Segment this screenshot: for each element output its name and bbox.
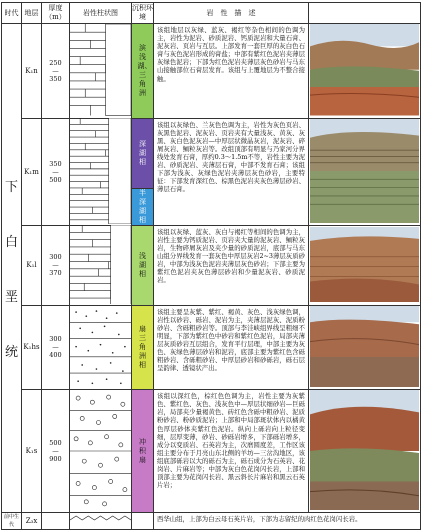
lithology-pattern (70, 514, 131, 526)
stratigraphic-table (1, 2, 421, 530)
thickness-label: 350 — 500 (42, 118, 70, 225)
photo-cell (309, 305, 421, 389)
header-photo (309, 3, 421, 24)
formation-label: K₁hs (22, 305, 42, 389)
outcrop-photo (310, 390, 419, 510)
system-char: 统 (4, 345, 18, 361)
table-row (2, 24, 421, 119)
formation-label: Z₃x (22, 513, 42, 530)
header-thickness: 厚度 （m） (42, 3, 70, 24)
description-cell: 西华山组，上部为白云母石英片岩，下部为志留纪的肉红色花岗闪长岩。 (154, 513, 421, 530)
photo-cell (309, 118, 421, 225)
table-row (2, 225, 421, 305)
lithology-column (70, 305, 132, 389)
environment-cell (132, 225, 154, 305)
system-char: 垩 (4, 290, 18, 306)
description-cell: 该组以灰绿色、兰灰色色调为主，岩性为灰色页岩、灰黑色泥岩、泥灰岩、页岩夹有大量浅灰、黄灰、灰黑、灰白色泥灰岩—中厚层状微晶灰岩，泥灰岩、碎屑灰岩、鲕粒灰岩等。改组顶部有明显与乃家河分界线处发育石膏，厚约0.3～1.5m不等，岩性主要为泥岩、砂质泥岩、夹薄层石膏，中部不发育石膏；该组下部为浅灰、灰绿色泥岩夹薄层灰色砂岩，主要特征：下部发育深红色、棕黑色泥岩夹灰色薄层砂岩、薄层石膏。 (154, 118, 309, 225)
photo-cell (309, 24, 421, 119)
formation-label: K₁s (22, 390, 42, 513)
environment-label: 冲积扇 (139, 437, 146, 464)
thickness-label: 250 — 350 (42, 24, 70, 119)
header-column: 岩性柱状图 (70, 3, 132, 24)
environment-cell (132, 390, 154, 513)
formation-label: K₁m (22, 118, 42, 225)
table-row (2, 390, 421, 513)
lithology-column (70, 513, 132, 530)
header-formation: 地层 (22, 3, 42, 24)
lithology-pattern (70, 225, 131, 304)
environment-label: 深湖相 (139, 139, 146, 166)
environment-label: 浅湖相 (139, 251, 146, 278)
photo-cell (309, 225, 421, 305)
header-environment: 沉积环境 (132, 3, 154, 24)
thickness-label: 300 — 400 (42, 305, 70, 389)
thickness-label (42, 513, 70, 530)
description-cell: 该组以深红色，棕红色色调为主，岩性主要为灰紫色、紫红色、灰色、浅灰色中—厚层状细砂岩—巨砾岩，局部夹少量褐黄色、砖红色含砾中粗砂岩、泥质粉砂岩、粉砂质泥岩；上部和中局部斑状体内以橘黄色厚层砂体夹紫红色泥岩。纵向上砾岩向上粒径变细，层厚变薄，砂岩、砂砾岩增多，下部砾岩增多，成分以变质岩、石英岩为主，次磨圆度差，工作区该组主要分布于月亮山东北侧的羊坊—三岔沟地区，该组底部砾岩以大的砾石为主，砾石成分为石英岩、花岗岩、片麻岩等；中部为灰白色花岗闪长岩，上部和顶部主要为花岗闪长岩、黑云斜长片麻岩和黑云石英片岩； (154, 390, 309, 513)
description-cell: 该组主要呈灰紫、紫红、褐黄、灰色、浅灰绿色调，岩性以砂岩、砾岩、泥岩为主，夹薄层泥灰、泥质粉砂岩、含砾粗砂岩等。顶部与李洼峡组界线呈粗细不明显，下部为紫红色中砂岩和紫红色泥岩，局部夹薄层灰质砂岩互层组合，发育平行层理，中部主要为灰色、灰绿色薄层砂岩和泥岩，底部主要为紫红色含砾粗砂岩、含砾粗砂岩、中厚层砂岩和砂砾岩，砾石层呈韵律、透镜状产出。 (154, 305, 309, 389)
table-row (2, 118, 421, 188)
outcrop-photo (310, 306, 419, 387)
description-cell: 该组地层以灰绿、蓝灰、褐红等杂色相间的色调为主，岩性为泥岩、砂质泥岩、钙质泥岩和大量石膏、泥灰岩、页岩与互层。上部发育一套巨厚的灰白色石膏与灰色泥岩形成的膏盐；中部有紫红色泥岩夹薄层灰绿色泥岩；下部为红色泥岩夹薄层灰色砂岩与马东山接触部位石膏层发育。该组与上覆地层为不整合接触。 (154, 24, 309, 119)
environment-cell (132, 24, 154, 119)
formation-label: K₁l (22, 225, 42, 305)
lithology-pattern (70, 24, 131, 116)
header-description: 岩 性 描 述 (154, 3, 309, 24)
outcrop-photo (310, 227, 419, 302)
outcrop-photo (310, 24, 419, 116)
environment-label: 滨浅湖、三角洲 (137, 43, 152, 97)
lithology-pattern (70, 118, 131, 224)
thickness-label: 300 — 370 (42, 225, 70, 305)
environment-cell (132, 513, 154, 530)
lithology-pattern (70, 390, 131, 510)
system-char: 下 (4, 180, 18, 196)
lithology-column (70, 390, 132, 513)
system-cell (2, 24, 22, 513)
environment-cell (132, 118, 154, 188)
photo-cell (309, 390, 421, 513)
lithology-column (70, 225, 132, 305)
system-char: 白 (4, 235, 18, 251)
table-row (2, 305, 421, 389)
environment-cell (132, 305, 154, 389)
environment-label: 半深湖相 (139, 188, 146, 224)
thickness-label: 500 — 900 (42, 390, 70, 513)
lithology-pattern (70, 306, 131, 387)
formation-label: K₁n (22, 24, 42, 119)
table-row (2, 513, 421, 530)
description-cell: 该组以灰绿、蓝灰、灰白与褐红等相间的色调为主，岩性主要为钙质泥岩、页岩夹大量的泥灰岩、鲕粒灰岩，生物碎屑灰岩及夹少量的砂质泥岩，底部与马东山组分界线发育一套灰色中厚层灰岩2~3薄层灰质砂岩，中部为浅灰色泥岩夹薄层灰色砂岩；下部主要为紫红色泥岩夹灰色薄层砂岩和少量泥灰岩、砂质泥岩。 (154, 225, 309, 305)
bottom-era-label: 前中生代 (2, 513, 22, 530)
header-row (2, 3, 421, 24)
header-system: 时代 (2, 3, 22, 24)
environment-label: 扇三角洲相 (139, 324, 146, 369)
lithology-column (70, 24, 132, 119)
lithology-column (70, 118, 132, 225)
environment-cell (132, 188, 154, 225)
outcrop-photo (310, 119, 419, 223)
